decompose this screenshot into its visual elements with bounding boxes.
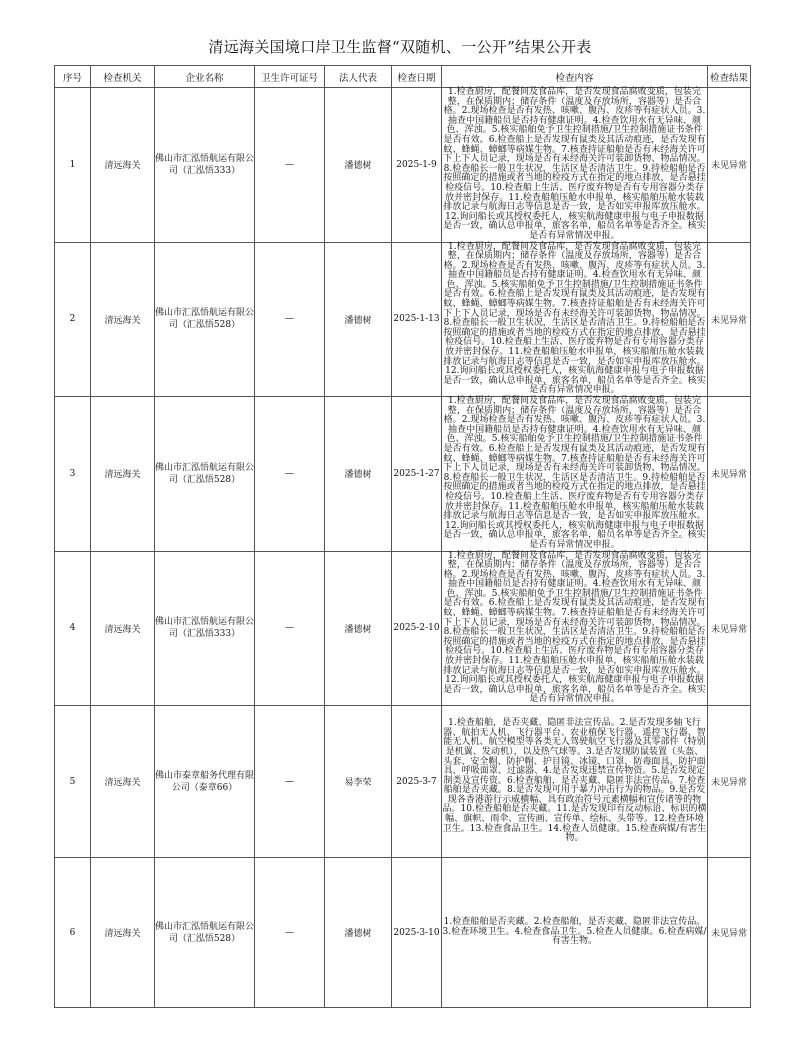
cell-seq: 6 [55, 858, 91, 1008]
cell-date: 2025-2-10 [392, 551, 442, 706]
cell-seq: 1 [55, 88, 91, 243]
header-result: 检查结果 [708, 66, 751, 88]
cell-content: 1.检查厨房，配餐间及食品库，是否发现食品腐败变质，包装完整，在保质期内；储存条件（温度及存放场所，容器等）是否合格。2.现场检查是否有发热、咳嗽、腹泻、皮疹等有症状人员。3.抽查中国籍船员是否持有健康证明。4.检查饮用水有无异味、颜色、浑浊。5.核实船舶免予卫生控制措施/卫生控制措施证书条件是否有效。6.检查船上是否发现有鼠类及其活动痕迹，是否发现有蚊、蜂蝇、蟑螂等病媒生物。7.核查持证船舶是否有未经海关许可下上下人员记录，现场是否有未经海关许可装卸货物、物品情况。8.检查船长一般卫生状况，生活区是否清洁卫生。9.持检船舶是否按照确定的措施或者当地的检疫方式在指定的地点排放，是否悬挂检疫信号。10.检查船上生活、医疗废弃物是否有专用容器分类存放并密封保存。11.检查船舶压舱水申报单，核实船舶压舱水装载排放记录与航海日志等信息是否一致，是否如实申报库放压舱水。12.询问船长或其授权委托人，核实航海健康申报与电子申报数据是否一致，确认总申报单，旅客名单，船员名单等是否齐全。核实是否有异常情况申报。 [443, 87, 706, 241]
header-agency: 检查机关 [91, 66, 155, 88]
page-title: 清远海关国境口岸卫生监督“双随机、一公开”结果公开表 [208, 38, 592, 56]
cell-content: 1.检查船舶是否夹藏。2.检查船舶，是否夹藏、隐匿非法宣传品。3.检查环境卫生。4.检查食品卫生。5.检查人员健康。6.检查病媒/有害生物。 [442, 858, 708, 1008]
cell-rep: 潘德树 [325, 858, 392, 1008]
cell-seq: 4 [55, 551, 91, 706]
cell-content: 1.检查厨房，配餐间及食品库，是否发现食品腐败变质，包装完整，在保质期内；储存条件（温度及存放场所，容器等）是否合格。2.现场检查是否有发热、咳嗽、腹泻、皮疹等有症状人员。3.抽查中国籍船员是否持有健康证明。4.检查饮用水有无异味、颜色、浑浊。5.核实船舶免予卫生控制措施/卫生控制措施证书条件是否有效。6.检查船上是否发现有鼠类及其活动痕迹，是否发现有蚊、蜂蝇、蟑螂等病媒生物。7.核查持证船舶是否有未经海关许可下上下人员记录，现场是否有未经海关许可装卸货物、物品情况。8.检查船长一般卫生状况，生活区是否清洁卫生。9.持检船舶是否按照确定的措施或者当地的检疫方式在指定的地点排放，是否悬挂检疫信号。10.检查船上生活、医疗废弃物是否有专用容器分类存放并密封保存。11.检查船舶压舱水申报单，核实船舶压舱水装载排放记录与航海日志等信息是否一致，是否如实申报库放压舱水。12.询问船长或其授权委托人，核实航海健康申报与电子申报数据是否一致，确认总申报单，旅客名单，船员名单等是否齐全。核实是否有异常情况申报。 [443, 396, 706, 550]
cell-agency: 清远海关 [91, 551, 155, 706]
cell-license: — [255, 242, 325, 397]
cell-company: 佛山市汇泓悟航运有限公司（汇泓悟333） [155, 551, 255, 706]
cell-seq: 3 [55, 397, 91, 552]
table-row [55, 397, 751, 552]
cell-agency: 清远海关 [91, 706, 155, 858]
header-seq: 序号 [55, 66, 91, 88]
header-content: 检查内容 [442, 66, 708, 88]
cell-date: 2025-3-10 [392, 858, 442, 1008]
cell-license: — [255, 397, 325, 552]
table-row [55, 88, 751, 243]
cell-content: 1.检查厨房，配餐间及食品库，是否发现食品腐败变质，包装完整，在保质期内；储存条件（温度及存放场所，容器等）是否合格。2.现场检查是否有发热、咳嗽、腹泻、皮疹等有症状人员。3.抽查中国籍船员是否持有健康证明。4.检查饮用水有无异味、颜色、浑浊。5.核实船舶免予卫生控制措施/卫生控制措施证书条件是否有效。6.检查船上是否发现有鼠类及其活动痕迹，是否发现有蚊、蜂蝇、蟑螂等病媒生物。7.核查持证船舶是否有未经海关许可下上下人员记录，现场是否有未经海关许可装卸货物、物品情况。8.检查船长一般卫生状况，生活区是否清洁卫生。9.持检船舶是否按照确定的措施或者当地的检疫方式在指定的地点排放，是否悬挂检疫信号。10.检查船上生活、医疗废弃物是否有专用容器分类存放并密封保存。11.检查船舶压舱水申报单，核实船舶压舱水装载排放记录与航海日志等信息是否一致，是否如实申报库放压舱水。12.询问船长或其授权委托人，核实航海健康申报与电子申报数据是否一致，确认总申报单，旅客名单，船员名单等是否齐全。核实是否有异常情况申报。 [443, 241, 706, 396]
cell-rep: 易李荣 [325, 706, 392, 858]
cell-date: 2025-3-7 [392, 706, 442, 858]
cell-content: 1.检查厨房，配餐间及食品库，是否发现食品腐败变质，包装完整，在保质期内；储存条件（温度及存放场所，容器等）是否合格。2.现场检查是否有发热、咳嗽、腹泻、皮疹等有症状人员。3.抽查中国籍船员是否持有健康证明。4.检查饮用水有无异味、颜色、浑浊。5.核实船舶免予卫生控制措施/卫生控制措施证书条件是否有效。6.检查船上是否发现有鼠类及其活动痕迹，是否发现有蚊、蜂蝇、蟑螂等病媒生物。7.核查持证船舶是否有未经海关许可下上下人员记录，现场是否有未经海关许可装卸货物、物品情况。8.检查船长一般卫生状况，生活区是否清洁卫生。9.持检船舶是否按照确定的措施或者当地的检疫方式在指定的地点排放，是否悬挂检疫信号。10.检查船上生活、医疗废弃物是否有专用容器分类存放并密封保存。11.检查船舶压舱水申报单，核实船舶压舱水装载排放记录与航海日志等信息是否一致，是否如实申报库放压舱水。12.询问船长或其授权委托人，核实航海健康申报与电子申报数据是否一致，确认总申报单，旅客名单，船员名单等是否齐全。核实是否有异常情况申报。 [443, 550, 706, 705]
cell-rep: 潘德树 [325, 242, 392, 397]
table-row [55, 706, 751, 858]
table-row [55, 858, 751, 1008]
table-row [55, 551, 751, 706]
header-date: 检查日期 [392, 66, 442, 88]
cell-rep: 潘德树 [325, 551, 392, 706]
cell-agency: 清远海关 [91, 242, 155, 397]
cell-rep: 潘德树 [325, 88, 392, 243]
cell-date: 2025-1-27 [392, 397, 442, 552]
cell-date: 2025-1-13 [392, 242, 442, 397]
cell-content: 1.检查船舶，是否夹藏、隐匿非法宣传品。2.是否发现多轴飞行器、航拍无人机、飞行器平台、农业植保飞行器、遥控飞行器、智能无人机、航空模型等各类无人驾驶航空飞行器及其零部件（特别是机翼、发动机），以及热气球等。3.是否发现防鼠装置（头盔、头套、安全帽、防护帽、护目镜、冰镜、口罩、防毒面具、防护面具、呼吸面罩、过滤器、4.是否发现违禁宣传物资。5.是否发现定制类及宣传资。6.检查船舶，是否夹藏、隐匿非法宣传品。7.检查船舶是否夹藏。8.是否发现可用于暴力冲击行为的物品。9.是否发现各香港游行示威横幅、具有政治符号元素横幅和宣传诸等的物品。10.检查船舶是否夹藏。11.是否发现印有反动标语、标识的横幅、旗帜、雨伞、宣传画、宣传单、绘标、头带等。12.检查环境卫生。13.检查食品卫生。14.检查人员健康。15.检查病媒/有害生物。 [442, 706, 708, 858]
header-rep: 法人代表 [325, 66, 392, 88]
header-company: 企业名称 [155, 66, 255, 88]
cell-rep: 潘德树 [325, 397, 392, 552]
cell-result: 未见异常 [708, 858, 751, 1008]
inspection-results-table [54, 65, 751, 1008]
cell-date: 2025-1-9 [392, 88, 442, 243]
cell-agency: 清远海关 [91, 88, 155, 243]
header-license: 卫生许可证号 [255, 66, 325, 88]
cell-seq: 5 [55, 706, 91, 858]
cell-result: 未见异常 [708, 706, 751, 858]
cell-license: — [255, 858, 325, 1008]
cell-agency: 清远海关 [91, 858, 155, 1008]
cell-seq: 2 [55, 242, 91, 397]
cell-company: 佛山市汇泓悟航运有限公司（汇泓悟528） [155, 858, 255, 1008]
cell-result: 未见异常 [708, 551, 751, 706]
cell-result: 未见异常 [708, 397, 751, 552]
cell-agency: 清远海关 [91, 397, 155, 552]
cell-license: — [255, 706, 325, 858]
table-row [55, 242, 751, 397]
cell-result: 未见异常 [708, 88, 751, 243]
table-header-row [55, 66, 751, 88]
cell-company: 佛山市汇泓悟航运有限公司（汇泓悟333） [155, 88, 255, 243]
cell-company: 佛山市汇泓悟航运有限公司（汇泓悟528） [155, 242, 255, 397]
cell-license: — [255, 551, 325, 706]
cell-license: — [255, 88, 325, 243]
cell-result: 未见异常 [708, 242, 751, 397]
cell-company: 佛山市汇泓悟航运有限公司（汇泓悟528） [155, 397, 255, 552]
cell-company: 佛山市泰章船务代理有限公司（泰章66） [155, 706, 255, 858]
